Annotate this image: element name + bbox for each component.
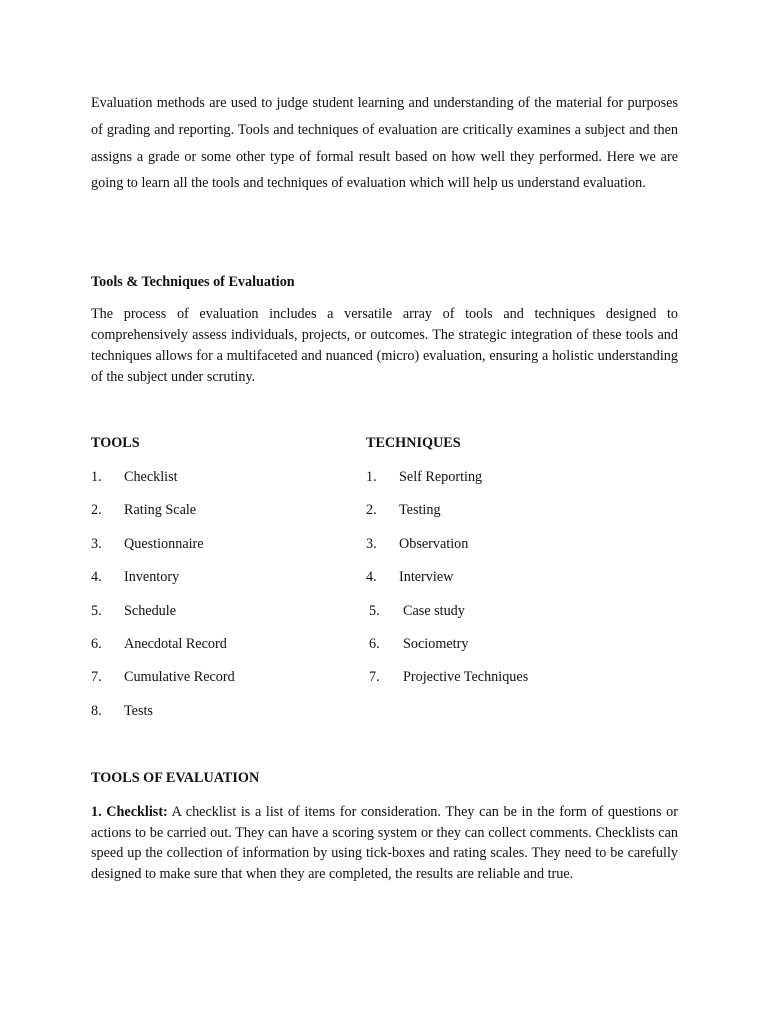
list-item <box>366 567 528 600</box>
list-item <box>366 601 528 634</box>
list-label: Sociometry <box>403 635 469 652</box>
tools-of-evaluation-heading: TOOLS OF EVALUATION <box>91 770 260 786</box>
list-label: Projective Techniques <box>403 669 529 686</box>
list-label: Anecdotal Record <box>124 635 227 652</box>
list-item <box>366 467 528 500</box>
list-item <box>366 634 528 667</box>
tools-heading: TOOLS <box>91 435 140 451</box>
list-number: 1. <box>366 469 377 485</box>
techniques-list <box>366 467 528 701</box>
list-label: Inventory <box>124 569 180 586</box>
section-heading: Tools & Techniques of Evaluation <box>91 274 295 290</box>
list-item <box>91 701 235 734</box>
list-item <box>366 667 528 700</box>
list-number: 5. <box>91 602 102 619</box>
list-number: 2. <box>366 502 377 519</box>
checklist-body: A checklist is a list of items for consideration. They can be in the form of questions or actions to be carried out. They can have a scoring system or they can collect comments. Checklists can speed up the collection of information by using tick-boxes and rating scales. They need to be carefully designed to make sure that when they are completed, the results are reliable and true. <box>91 804 678 882</box>
list-number: 4. <box>91 569 102 586</box>
list-item <box>91 667 235 700</box>
list-number: 8. <box>91 702 102 719</box>
list-item <box>91 567 235 600</box>
list-label: Checklist <box>124 469 178 485</box>
list-label: Rating Scale <box>124 502 197 519</box>
list-number: 7. <box>91 669 102 686</box>
list-number: 1. <box>91 469 102 485</box>
list-number: 2. <box>91 502 102 519</box>
list-number: 6. <box>369 635 380 652</box>
list-item <box>91 500 235 533</box>
list-number: 5. <box>369 602 380 619</box>
list-label: Interview <box>399 569 454 586</box>
list-number: 3. <box>366 535 377 552</box>
list-label: Self Reporting <box>399 469 483 485</box>
list-label: Questionnaire <box>124 535 204 552</box>
list-item <box>366 534 528 567</box>
list-label: Observation <box>399 535 469 552</box>
list-label: Cumulative Record <box>124 669 235 686</box>
tools-list <box>91 467 235 734</box>
list-number: 6. <box>91 635 102 652</box>
list-item <box>366 500 528 533</box>
checklist-lead: 1. Checklist: <box>91 804 168 820</box>
list-label: Case study <box>403 602 465 619</box>
list-item <box>91 634 235 667</box>
list-number: 3. <box>91 535 102 552</box>
process-paragraph: The process of evaluation includes a versatile array of tools and techniques designed to comprehensively assess individuals, projects, or outcomes. The strategic integration of these tools and techniques allows for a multifaceted and nuanced (micro) evaluation, ensuring a holistic understanding of the subject under scrutiny. <box>91 306 678 385</box>
list-item <box>91 601 235 634</box>
checklist-paragraph <box>91 802 678 884</box>
list-label: Schedule <box>124 602 177 619</box>
list-item <box>91 534 235 567</box>
list-label: Tests <box>124 702 153 719</box>
list-item <box>91 467 235 500</box>
list-number: 4. <box>366 569 377 586</box>
list-label: Testing <box>399 502 441 519</box>
list-number: 7. <box>369 669 380 686</box>
techniques-heading: TECHNIQUES <box>366 435 461 451</box>
intro-paragraph: Evaluation methods are used to judge student learning and understanding of the material for purposes of grading and reporting. Tools and techniques of evaluation are critically examines a subject and then assigns a grade or some other type of formal result based on how well they performed. Here we are going to learn all the tools and techniques of evaluation which will help us understand evaluation. <box>91 95 678 192</box>
